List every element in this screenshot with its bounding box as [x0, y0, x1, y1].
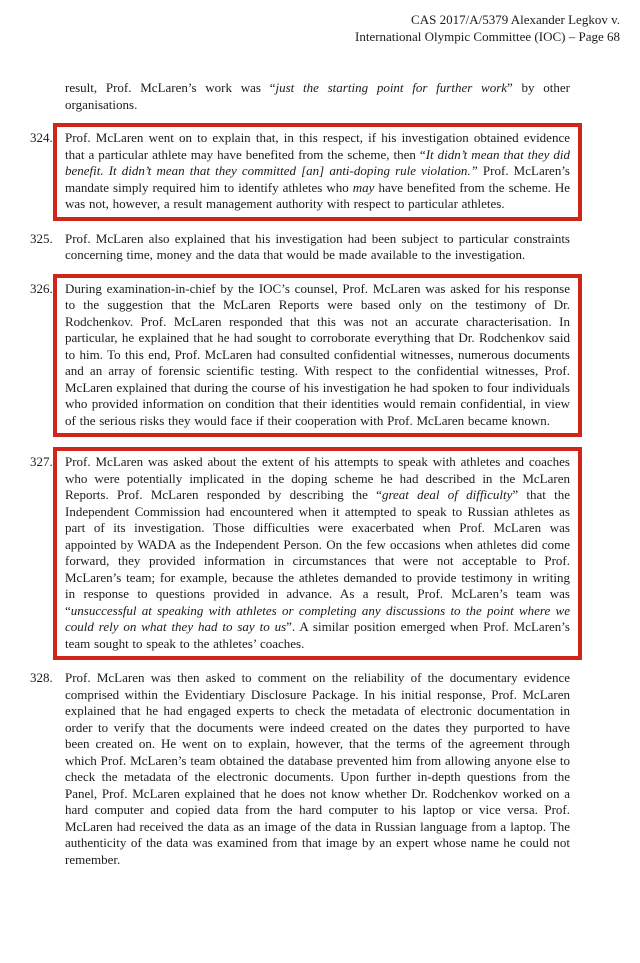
- body-text: Prof. McLaren went on to explain that, in this respect, if his investigation obtained evidence that a particular athlete may have benefited from the scheme, then “: [65, 130, 570, 162]
- paragraph-row: [30, 80, 622, 113]
- paragraph-row: [30, 670, 622, 868]
- body-text: Prof. McLaren also explained that his investigation had been subject to particular constraints concerning time, money and the data that would be made available to the investigation.: [65, 230, 570, 262]
- body-text: ”. A similar position emerged when Prof. McLaren’s team sought to speak to the athletes’ coaches.: [65, 619, 570, 651]
- highlight-annotation-box: [53, 447, 582, 660]
- quoted-italic-text: It didn’t mean that they did benefit. It didn’t mean that they committed [an] anti-doping rule violation.”: [65, 146, 570, 178]
- paragraph-text: [65, 80, 570, 113]
- paragraph-text: [65, 454, 570, 652]
- case-caption-line2: International Olympic Committee (IOC) – Page 68: [355, 29, 620, 44]
- body-text: result, Prof. McLaren’s work was “: [65, 80, 276, 95]
- body-text: Prof. McLaren was then asked to comment on the reliability of the documentary evidence comprised within the Evidentiary Disclosure Package. In his initial response, Prof. McLaren explained that he had engaged experts to check the metadata of electronic documentation in order to verify that the documents were indeed created on the dates they purported to have been created on. He went on to explain, however, that the terms of the agreement through which Prof. McLaren’s team obtained the database prevented him from allowing anyone else to check the metadata of the electronic documents. Upon further in-depth questions from the Panel, Prof. McLaren explained that he does not know whether Dr. Rodchenkov worked on a hard computer and copied data from the hard computer to his laptop or vice versa. Prof. McLaren had received the data as an image of the data in Russian language from a laptop. The authenticity of the data was examined from that image by an expert whose name he could not remember.: [65, 670, 570, 867]
- paragraph-number: 328.: [30, 670, 53, 685]
- paragraph-row: [30, 274, 622, 438]
- paragraph-list: [30, 80, 622, 878]
- paragraph-number: 326.: [30, 280, 53, 296]
- body-text: Prof. McLaren was asked about the extent of his attempts to speak with athletes and coaches who were potentially implicated in the doping scheme he had described in the McLaren Reports. Prof. McLaren responded by describing the “: [65, 454, 570, 502]
- paragraph-text: [65, 670, 570, 868]
- body-text: During examination-in-chief by the IOC’s counsel, Prof. McLaren was asked for his response to the suggestion that the McLaren Reports were based only on the testimony of Dr. Rodchenkov. Prof. McLaren responded that this was not an accurate characterisation. In particular, he explained that he had sought to corroborate everything that Dr. Rodchenkov said to him. To this end, Prof. McLaren had consulted confidential witnesses, numerous documents and an array of forensic scientific testing. With respect to the confidential witnesses, Prof. McLaren explained that during the course of his investigation he had spoken to four individuals who provided information on condition that their identities would remain confidential, in view of the serious risks they would face if their cooperation with Prof. McLaren became known.: [65, 280, 570, 428]
- paragraph-number: 325.: [30, 230, 53, 246]
- paragraph-number: 327.: [30, 454, 53, 469]
- quoted-italic-text: may: [352, 179, 375, 195]
- body-text: Prof. McLaren’s mandate simply required him to identify athletes who: [65, 163, 570, 195]
- highlight-annotation-box: [53, 274, 582, 438]
- paragraph-text: [65, 130, 570, 213]
- quoted-italic-text: great deal of difficulty: [381, 487, 513, 502]
- paragraph-number: 324.: [30, 130, 53, 145]
- paragraph-row: [30, 231, 622, 264]
- case-caption-line1: CAS 2017/A/5379 Alexander Legkov v.: [411, 12, 620, 27]
- quoted-italic-text: unsuccessful at speaking with athletes or completing any discussions to the point where we could rely on what they had to say to us: [65, 602, 570, 634]
- paragraph-row: [30, 123, 622, 221]
- quoted-italic-text: just the starting point for further work: [275, 80, 508, 95]
- body-text: have benefited from the scheme. He was not, however, a result management authority with respect to particular athletes.: [65, 179, 570, 211]
- paragraph-row: [30, 447, 622, 660]
- body-text: ” by other organisations.: [65, 80, 571, 112]
- paragraph-text: [65, 231, 570, 264]
- paragraph-text: [65, 281, 570, 430]
- highlight-annotation-box: [53, 123, 582, 221]
- page-header-caption: [355, 11, 620, 45]
- body-text: ” that the Independent Commission had encountered when it attempted to speak to Russian athletes as part of its investigation. Those difficulties were exacerbated when Prof. McLaren was appointed by WADA as the Independent Person. On the few occasions when athletes did come forward, they provided information in circumstances that were not acceptable to Prof. McLaren’s team; for example, because the athletes demanded to provide testimony in writing in response to questions provided in advance. As a result, Prof. McLaren’s team was “: [65, 487, 570, 618]
